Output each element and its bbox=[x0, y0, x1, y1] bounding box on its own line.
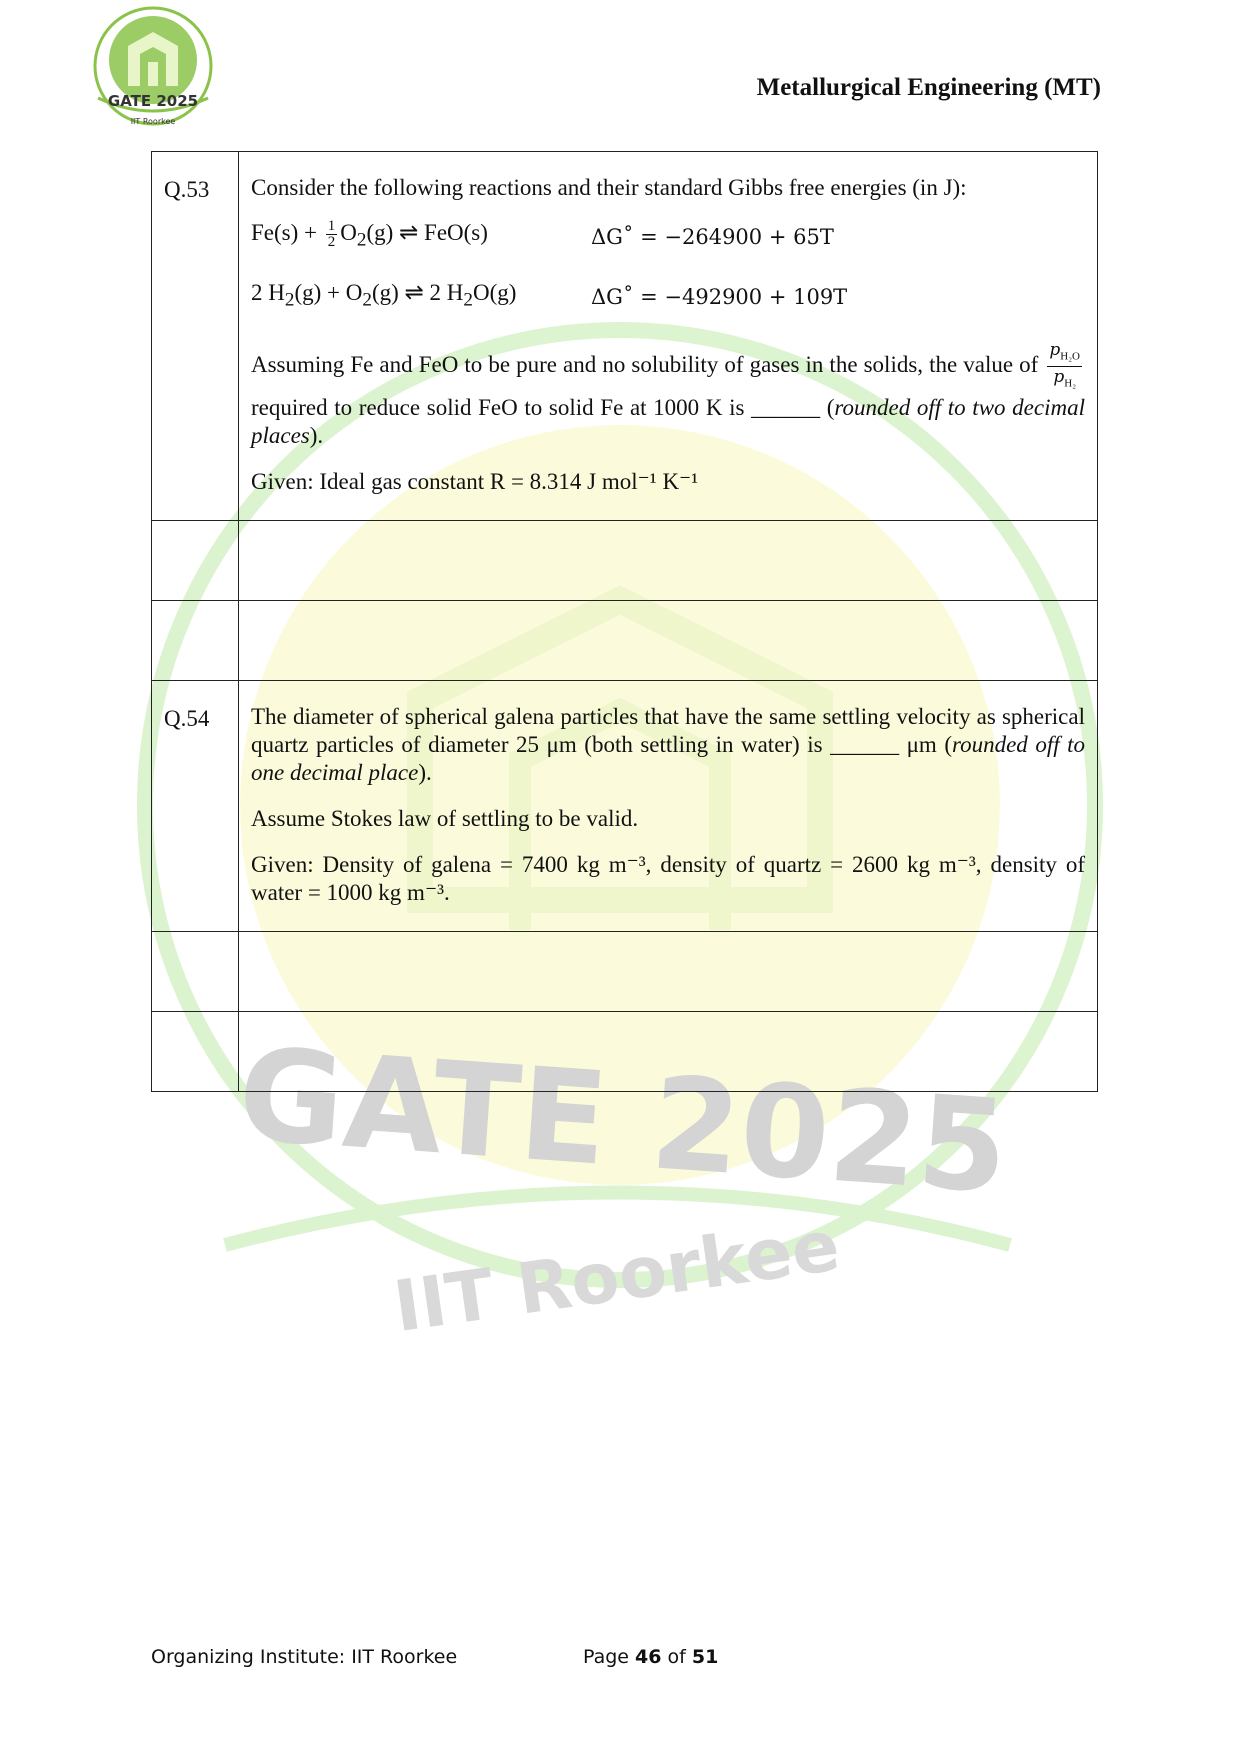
answer-row bbox=[152, 520, 1098, 600]
question-given: Given: Ideal gas constant R = 8.314 J mol⁻¹ K⁻¹ bbox=[251, 468, 699, 494]
watermark-gate-text: GATE 2025 bbox=[233, 1020, 1013, 1223]
reaction-2-formula: 2 $H_2(g) + O_2(g)$ ⇌ 2 $H_2O(g)$ bbox=[251, 280, 517, 311]
question-number: Q.53 bbox=[152, 152, 239, 521]
question-intro: Consider the following reactions and their standard Gibbs free energies (in J): bbox=[251, 175, 967, 200]
subject-title: Metallurgical Engineering (MT) bbox=[756, 74, 1101, 101]
answer-row bbox=[152, 1011, 1098, 1091]
footer-page-number: Page 46 of 51 bbox=[583, 1646, 719, 1668]
reaction-2-gibbs-energy: ΔG˚ = −492900 + 109T bbox=[591, 285, 848, 309]
question-given: Given: Density of galena = 7400 kg m⁻³, density of quartz = 2600 kg m⁻³, density of water = 1000 kg m⁻³. bbox=[251, 851, 1085, 905]
watermark-iit-text: IIT Roorkee bbox=[388, 1204, 845, 1349]
logo-iit-text: IIT Roorkee bbox=[130, 117, 176, 126]
question-number: Q.54 bbox=[152, 680, 239, 931]
reaction-equation-1 bbox=[251, 212, 1085, 262]
question-row-q54 bbox=[152, 680, 1098, 931]
question-statement: Assuming Fe and FeO to be pure and no solubility of gases in the solids, the value of $\frac{p_{H_2O}}{p_{H_2}}$ required to reduce solid FeO to solid Fe at 1000 K is ______ (rounded off to two decimal places). bbox=[251, 340, 1085, 448]
question-row-q53 bbox=[152, 152, 1098, 521]
gate-2025-logo-icon bbox=[88, 6, 218, 134]
question-assumption: Assume Stokes law of settling to be valid. bbox=[251, 805, 639, 831]
half-fraction: $\frac{1}{2}$ bbox=[327, 218, 336, 251]
question-statement: The diameter of spherical galena particles that have the same settling velocity as spherical quartz particles of diameter 25 μm (both settling in water) is ______ μm (rounded off to one decimal place). bbox=[251, 703, 1086, 785]
answer-row bbox=[152, 600, 1098, 680]
reaction-equation-2 bbox=[251, 272, 1085, 322]
reaction-1-gibbs-energy: ΔG˚ = −264900 + 65T bbox=[591, 225, 834, 249]
answer-row bbox=[152, 931, 1098, 1011]
question-body bbox=[239, 152, 1098, 521]
logo-gate-text: GATE 2025 bbox=[107, 92, 199, 110]
pressure-ratio-fraction: $\frac{p_{H_2O}}{p_{H_2}}$ bbox=[1049, 340, 1081, 390]
question-body bbox=[239, 680, 1098, 931]
question-table bbox=[151, 151, 1098, 1092]
footer-institute: Organizing Institute: IIT Roorkee bbox=[151, 1646, 458, 1668]
reaction-1-formula: Fe(s) + $\frac{1}{2}$ $O_2(g)$ ⇌ FeO(s) bbox=[251, 218, 488, 251]
